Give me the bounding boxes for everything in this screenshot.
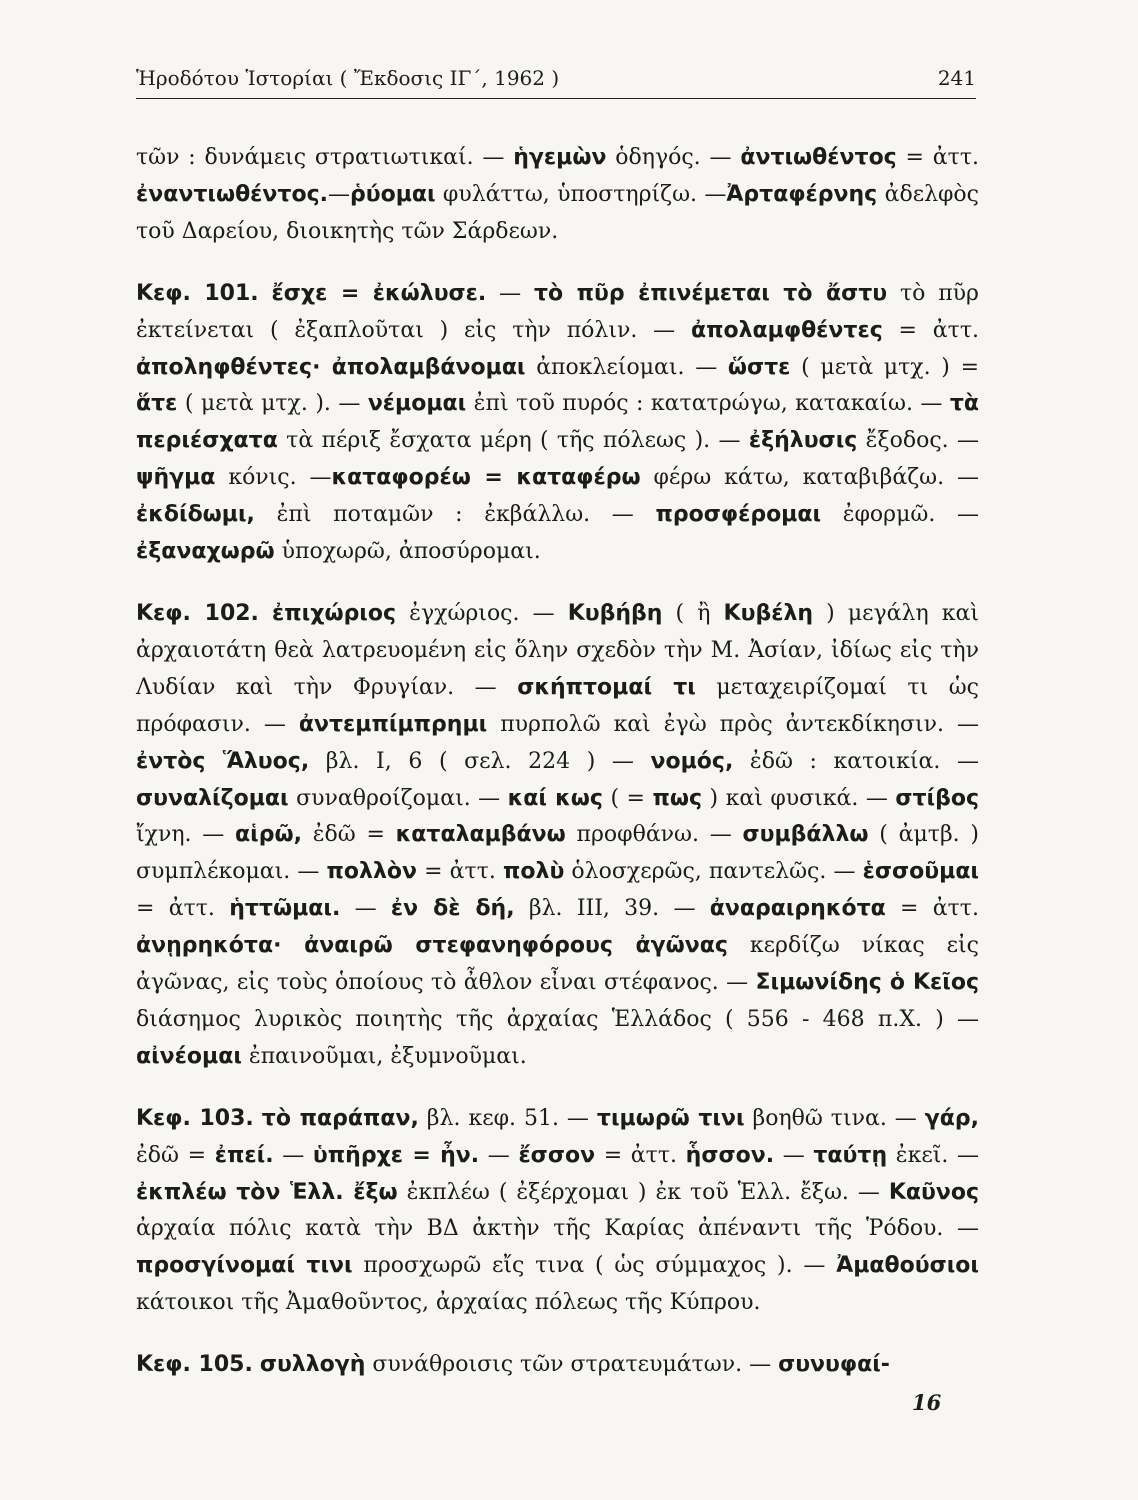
headword: καταλαμβάνω (395, 822, 566, 848)
gloss-text: — (340, 896, 391, 922)
gloss-text: ( μετὰ μτχ. ). — (177, 391, 368, 417)
gloss-text: ἀρχαία πόλις κατὰ τὴν ΒΔ ἀκτὴν τῆς Καρίας ἀπέναντι τῆς Ῥόδου. — (136, 1216, 979, 1242)
gloss-text: ἐφορμῶ. — (821, 502, 979, 528)
headword: ἔσσον (518, 1142, 596, 1168)
paragraph-chapter-102 (136, 596, 979, 1076)
gloss-text (259, 601, 272, 626)
gloss-text: ἐκεῖ. — (887, 1142, 979, 1168)
gloss-text: — (273, 1142, 313, 1168)
headword: Κεφ. 102. (136, 600, 259, 626)
headword: ἧσσον. (685, 1142, 775, 1168)
headword: τιμωρῶ τινι (596, 1105, 745, 1131)
headword: ἔσχε = ἐκώλυσε. (271, 280, 487, 306)
paragraph-intro (136, 140, 979, 251)
gloss-text: ἐδῶ : κατοικία. — (733, 748, 980, 774)
page-number: 241 (937, 66, 976, 90)
headword: ἐπεί. (214, 1142, 274, 1168)
headword: Κυβήβη (567, 600, 663, 626)
headword: τὸ παράπαν, (261, 1105, 419, 1131)
headword: σκήπτομαί τι (517, 674, 696, 700)
headword: ἐν δὲ δή, (390, 896, 515, 922)
gloss-text: = ἀττ. (896, 145, 979, 170)
headword: Ἀρταφέρνης (726, 181, 878, 207)
paragraph-chapter-101 (136, 276, 979, 571)
gloss-text: φυλάττω, ὑποστηρίζω. — (435, 181, 727, 207)
gloss-text: τὰ πέριξ ἔσχατα μέρη ( τῆς πόλεως ). — (277, 428, 749, 454)
gloss-text: προσχωρῶ εἴς τινα ( ὡς σύμμαχος ). — (352, 1253, 837, 1279)
headword: πολὺ (503, 859, 565, 885)
headword: ἀνῃρηκότα· ἀναιρῶ στεφανηφόρους ἀγῶνας (136, 933, 728, 959)
signature-mark: 16 (912, 1390, 942, 1415)
gloss-text: ὁλοσχερῶς, παντελῶς. — (564, 859, 863, 885)
gloss-text: = ἀττ. (136, 896, 230, 922)
headword: πως (652, 785, 703, 811)
running-title: Ἡροδότου Ἱστορίαι ( Ἔκδοσις ΙΓ΄, 1962 ) (136, 66, 560, 90)
gloss-text: ἐδῶ = (136, 1142, 215, 1168)
gloss-text: βλ. Ι, 6 ( σελ. 224 ) — (309, 748, 651, 774)
gloss-text: — (774, 1142, 814, 1168)
gloss-text: βλ. ΙΙΙ, 39. — (514, 896, 710, 922)
gloss-text: ὁδηγός. — (606, 145, 741, 170)
headword: Κεφ. 101. (136, 280, 259, 306)
gloss-text: τὸ πῦρ ἐκτείνεται ( ἐξαπλοῦται ) εἰς τὴν πόλιν. — (136, 280, 979, 343)
headword: καταφορέω = καταφέρω (331, 465, 641, 491)
running-header (136, 66, 976, 99)
headword: ἀναραιρηκότα (709, 896, 886, 922)
gloss-text: ἐδῶ = (301, 822, 396, 848)
gloss-text: πυρπολῶ καὶ ἐγὼ πρὸς ἀντεκδίκησιν. — (487, 711, 979, 737)
gloss-text: ὑποχωρῶ, ἀποσύρομαι. (274, 539, 541, 565)
headword: ταύτῃ (813, 1142, 888, 1168)
gloss-text: συνάθροισις τῶν στρατευμάτων. — (365, 1352, 779, 1378)
gloss-text (259, 281, 272, 306)
headword: νέμομαι (367, 391, 467, 417)
gloss-text: ἐπαινοῦμαι, ἐξυμνοῦμαι. (241, 1043, 527, 1069)
headword: συνυφαί- (778, 1352, 890, 1378)
gloss-text: ἴχνη. — (136, 822, 236, 848)
gloss-text: — (486, 280, 534, 306)
paragraph-chapter-105 (136, 1347, 979, 1384)
headword: συλλογὴ (259, 1352, 366, 1378)
headword: προσγίνομαί τινι (136, 1253, 353, 1279)
gloss-text: ( ἀμτβ. ) συμπλέκομαι. — (136, 822, 979, 885)
gloss-text: ) καὶ φυσικά. — (702, 785, 896, 811)
gloss-text (253, 1352, 260, 1377)
gloss-text: — (479, 1142, 519, 1168)
headword: νομός, (650, 748, 734, 774)
gloss-text: κόνις. — (215, 465, 332, 491)
gloss-text: προφθάνω. — (565, 822, 743, 848)
headword: Κυβέλη (723, 600, 814, 626)
gloss-text: κάτοικοι τῆς Ἀμαθοῦντος, ἀρχαίας πόλεως τῆς Κύπρου. (136, 1290, 761, 1316)
gloss-text: ( ἢ (662, 600, 724, 626)
headword: συναλίζομαι (136, 785, 289, 811)
gloss-text: ) μεγάλη καὶ ἀρχαιοτάτη θεὰ λατρευομένη εἰς ὅλην σχεδὸν τὴν Μ. Ἀσίαν, ἰδίως εἰς τὴν Λυδίαν καὶ τὴν Φρυγίαν. — (136, 600, 979, 700)
gloss-text: = ἀττ. (595, 1142, 686, 1168)
headword: γάρ, (924, 1105, 979, 1131)
headword: στίβος (895, 785, 979, 811)
gloss-text: = ἀττ. (885, 896, 979, 922)
gloss-text: μεταχειρίζομαί τι ὡς πρόφασιν. — (136, 674, 979, 737)
gloss-text: βλ. κεφ. 51. — (418, 1105, 597, 1131)
gloss-text (254, 1106, 262, 1131)
gloss-text: ἐπὶ ποταμῶν : ἐκβάλλω. — (254, 502, 656, 528)
gloss-text: ἐκπλέω ( ἐξέρχομαι ) ἐκ τοῦ Ἑλλ. ἔξω. — (397, 1179, 889, 1205)
headword: συμβάλλω (742, 822, 869, 848)
headword: ἡττῶμαι. (229, 896, 341, 922)
gloss-text: βοηθῶ τινα. — (744, 1105, 925, 1131)
gloss-text: ἀποκλείομαι. — (525, 354, 728, 380)
headword: ἀποληφθέντες· ἀπολαμβάνομαι (136, 354, 526, 380)
gloss-text: ἀδελφὸς τοῦ Δαρείου, διοικητὴς τῶν Σάρδεων. (136, 181, 979, 244)
headword: πολλὸν (326, 859, 417, 885)
headword: αἰνέομαι (136, 1043, 242, 1069)
headword: ἐναντιωθέντος. (136, 181, 328, 207)
gloss-text: — (327, 181, 350, 207)
headword: Σιμωνίδης ὁ Κεῖος (755, 970, 980, 996)
gloss-text: ( μετὰ μτχ. ) = (790, 354, 979, 380)
gloss-text: κερδίζω νίκας εἰς ἀγῶνας, εἰς τοὺς ὁποίους τὸ ἆθλον εἶναι στέφανος. — (136, 933, 979, 996)
headword: αἱρῶ, (235, 822, 302, 848)
headword: ἐπιχώριος (272, 600, 397, 626)
gloss-text: συναθροίζομαι. — (288, 785, 508, 811)
headword: προσφέρομαι (655, 502, 822, 528)
headword: ἐξήλυσις (748, 428, 858, 454)
gloss-text: διάσημος λυρικὸς ποιητὴς τῆς ἀρχαίας Ἑλλάδος ( 556 - 468 π.Χ. ) — (136, 1006, 979, 1032)
headword: τὰ περιέσχατα (136, 391, 979, 454)
headword: Ἀμαθούσιοι (836, 1253, 979, 1279)
headword: ἐκπλέω τὸν Ἑλλ. ἔξω (136, 1179, 398, 1205)
headword: τὸ πῦρ ἐπινέμεται τὸ ἄστυ (533, 280, 888, 306)
gloss-text: ( = (602, 785, 653, 811)
headword: ἐντὸς Ἅλυος, (136, 748, 310, 774)
gloss-text: = ἀττ. (416, 859, 503, 885)
headword: Κεφ. 103. (136, 1105, 254, 1131)
headword: ἐκδίδωμι, (136, 502, 255, 528)
headword: ὥστε (727, 354, 791, 380)
paragraph-chapter-103 (136, 1101, 979, 1322)
glossary-body (136, 140, 979, 1384)
headword: Κεφ. 105. (136, 1352, 253, 1378)
gloss-text: ἐπὶ τοῦ πυρός : κατατρώγω, κατακαίω. — (466, 391, 950, 417)
headword: ἐξαναχωρῶ (136, 539, 275, 565)
headword: ἀντιωθέντος (740, 145, 897, 170)
headword: Καῦνος (888, 1179, 980, 1205)
headword: ἀντεμπίμπρημι (298, 711, 488, 737)
gloss-text: ἐγχώριος. — (396, 600, 568, 626)
headword: ἅτε (136, 391, 178, 417)
headword: ἑσσοῦμαι (862, 859, 979, 885)
gloss-text: φέρω κάτω, καταβιβάζω. — (640, 465, 979, 491)
gloss-text: ἔξοδος. — (857, 428, 979, 454)
gloss-text: = ἀττ. (882, 317, 979, 343)
headword: ἡγεμὼν (513, 145, 607, 170)
headword: ἀπολαμφθέντες (691, 317, 883, 343)
headword: ῥύομαι (349, 181, 436, 207)
headword: καί κως (507, 785, 603, 811)
gloss-text: τῶν : δυνάμεις στρατιωτικαί. — (136, 145, 514, 170)
headword: ψῆγμα (136, 465, 216, 491)
headword: ὑπῆρχε = ἦν. (312, 1142, 480, 1168)
